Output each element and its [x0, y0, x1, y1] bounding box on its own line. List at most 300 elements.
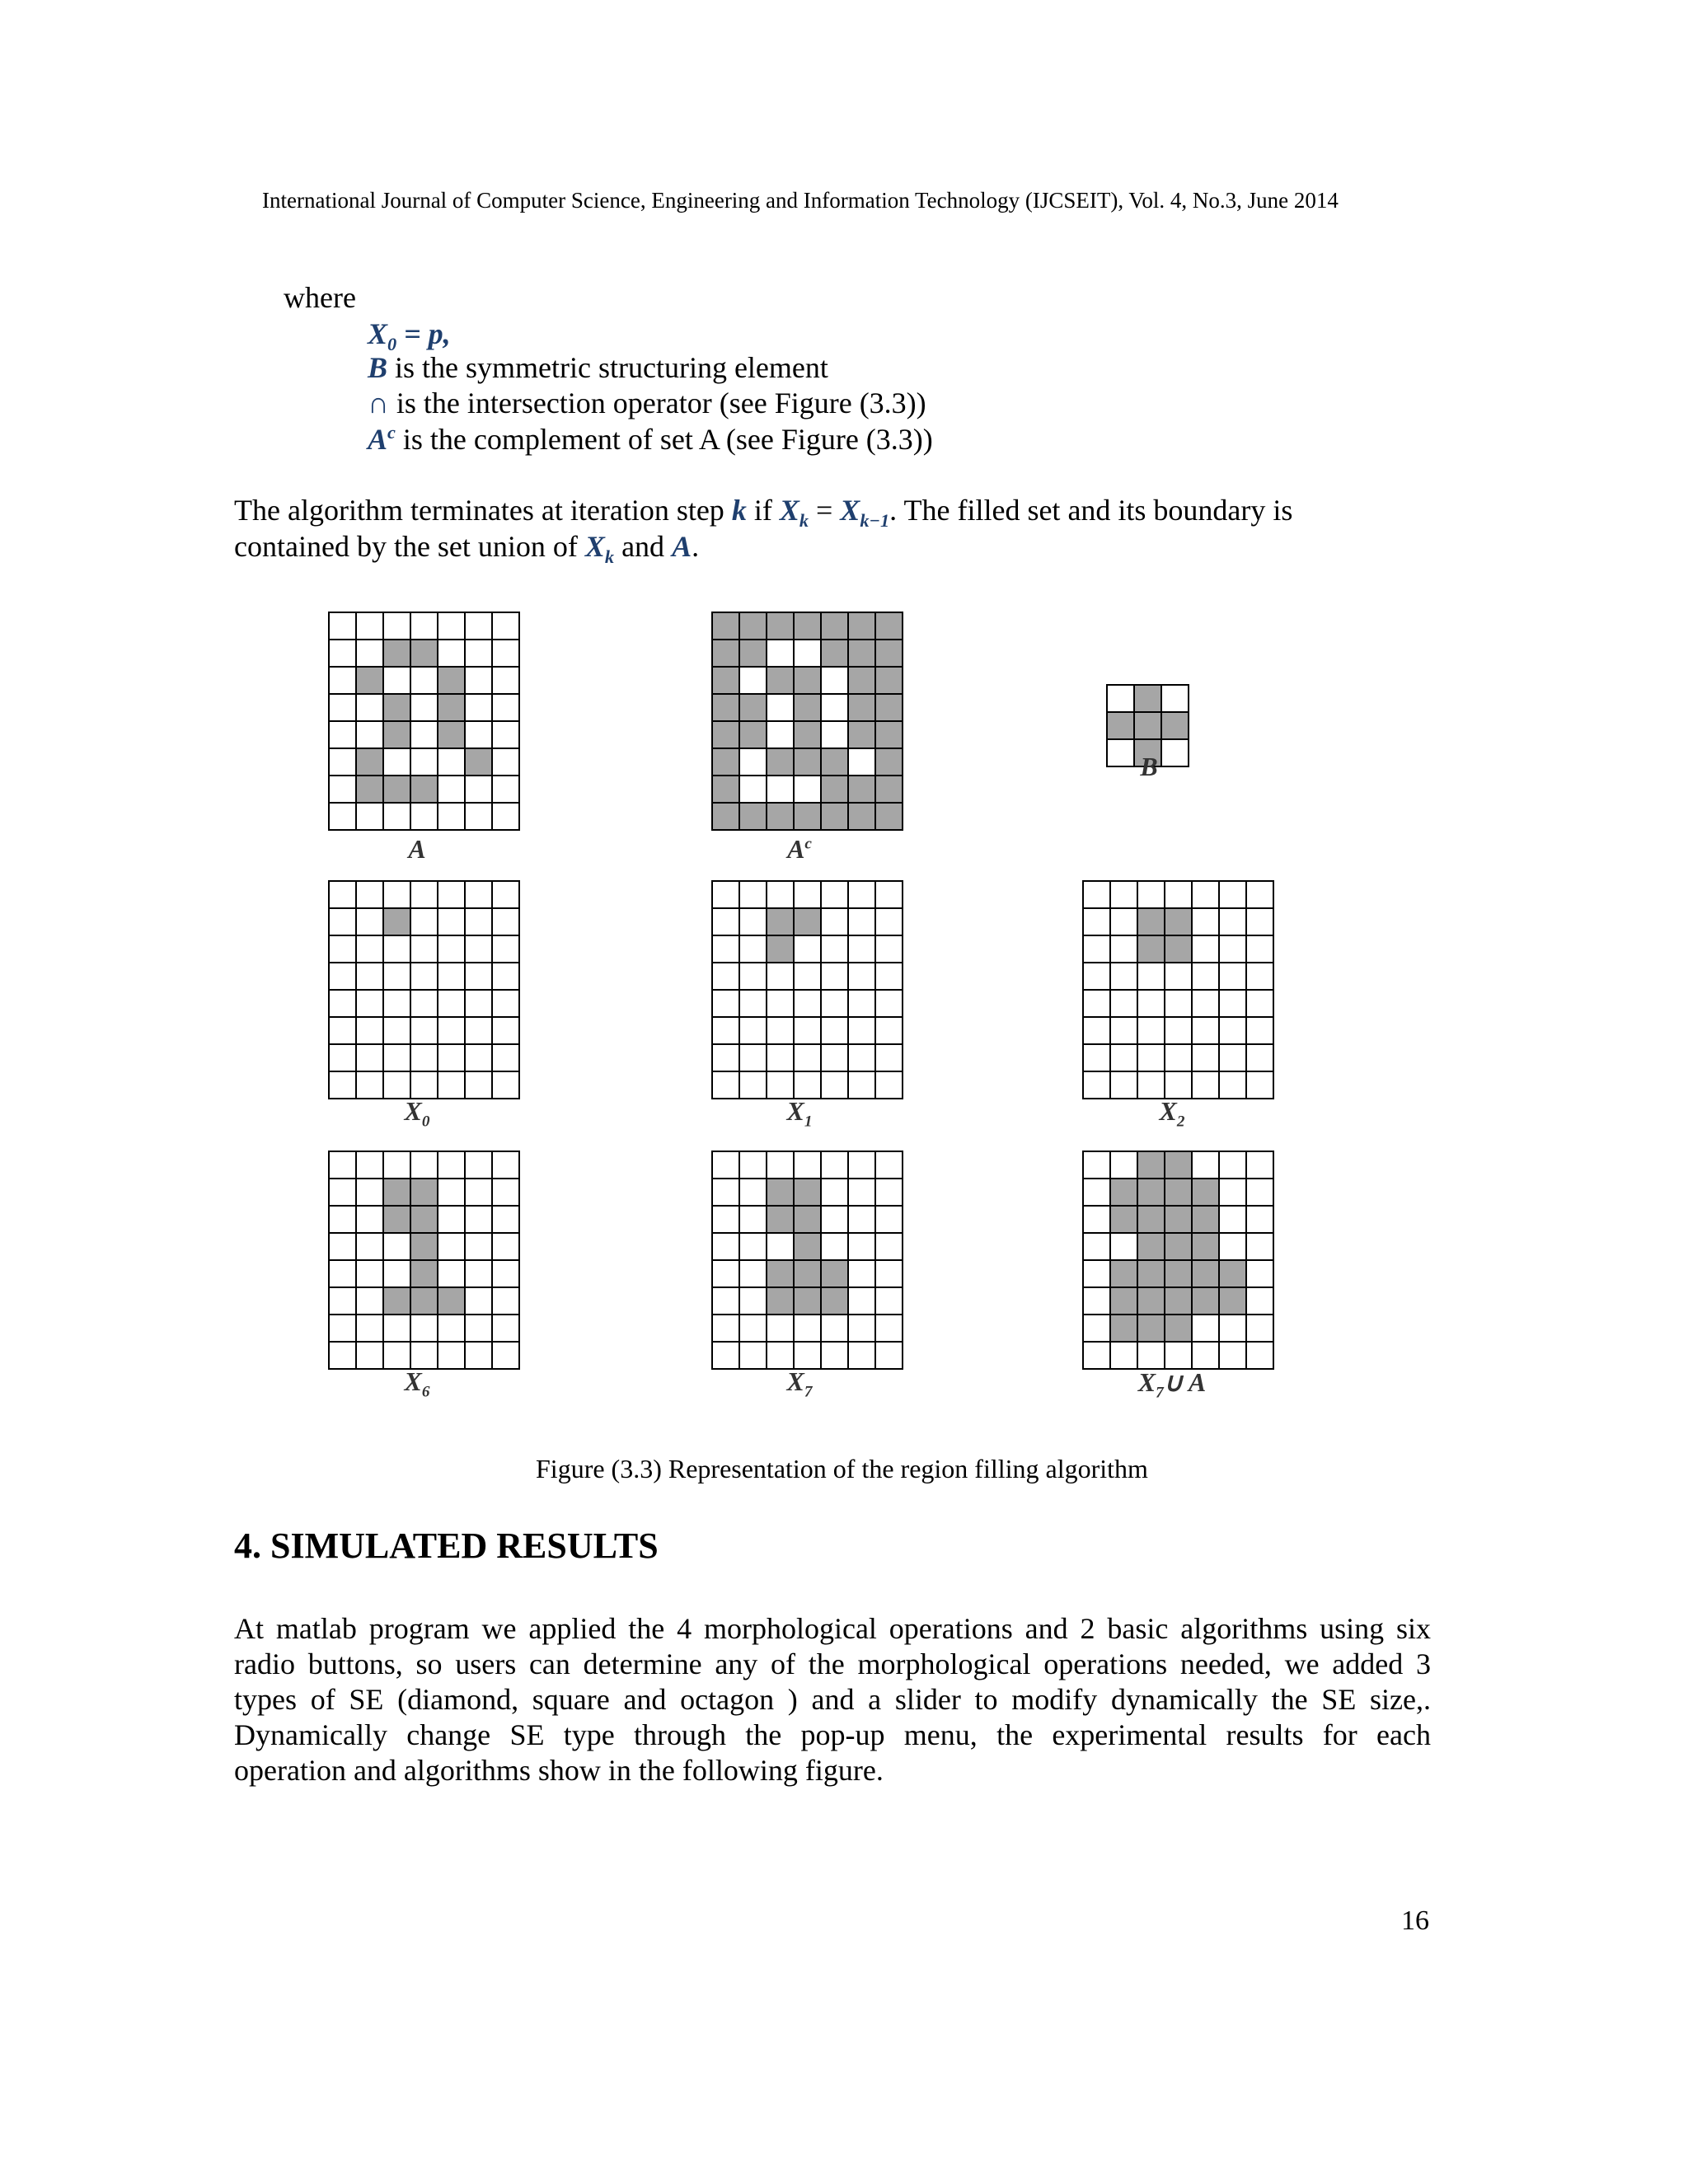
empty-cell [438, 1071, 465, 1099]
empty-cell [739, 1287, 767, 1315]
empty-cell [875, 1206, 903, 1233]
empty-cell [1219, 1342, 1246, 1369]
def-complement [368, 422, 933, 457]
empty-cell [848, 1206, 875, 1233]
empty-cell [1083, 1206, 1110, 1233]
filled-cell [1137, 1179, 1165, 1206]
empty-cell [848, 1044, 875, 1071]
empty-cell [1083, 990, 1110, 1017]
empty-cell [767, 881, 794, 908]
empty-cell [329, 908, 356, 935]
empty-cell [712, 1017, 739, 1044]
filled-cell [739, 694, 767, 721]
empty-cell [465, 1260, 492, 1287]
empty-cell [1246, 1206, 1273, 1233]
empty-cell [438, 640, 465, 667]
filled-cell [794, 694, 821, 721]
filled-cell [848, 667, 875, 694]
empty-cell [794, 1071, 821, 1099]
empty-cell [1165, 1071, 1192, 1099]
empty-cell [1110, 963, 1137, 990]
empty-cell [465, 881, 492, 908]
empty-cell [383, 1151, 410, 1179]
filled-cell [794, 1206, 821, 1233]
empty-cell [767, 1017, 794, 1044]
empty-cell [1219, 1179, 1246, 1206]
empty-cell [438, 1206, 465, 1233]
empty-cell [1110, 935, 1137, 963]
empty-cell [767, 1071, 794, 1099]
filled-cell [1192, 1260, 1219, 1287]
empty-cell [438, 1260, 465, 1287]
section-heading: 4. SIMULATED RESULTS [234, 1526, 659, 1566]
empty-cell [438, 908, 465, 935]
empty-cell [356, 1206, 383, 1233]
empty-cell [848, 1342, 875, 1369]
def-b-symbol: B [368, 351, 388, 384]
empty-cell [410, 667, 438, 694]
empty-cell [1192, 1315, 1219, 1342]
empty-cell [1083, 881, 1110, 908]
empty-cell [438, 1151, 465, 1179]
empty-cell [465, 667, 492, 694]
empty-cell [1165, 1342, 1192, 1369]
empty-cell [383, 1017, 410, 1044]
filled-cell [1165, 1151, 1192, 1179]
filled-cell [794, 1233, 821, 1260]
empty-cell [410, 990, 438, 1017]
empty-cell [712, 1044, 739, 1071]
filled-cell [410, 1206, 438, 1233]
empty-cell [767, 963, 794, 990]
empty-cell [1083, 1071, 1110, 1099]
filled-cell [875, 748, 903, 776]
empty-cell [438, 803, 465, 830]
filled-cell [794, 612, 821, 640]
empty-cell [492, 612, 519, 640]
empty-cell [1246, 1151, 1273, 1179]
empty-cell [356, 908, 383, 935]
grid-A [328, 612, 520, 831]
empty-cell [329, 748, 356, 776]
filled-cell [1165, 1233, 1192, 1260]
filled-cell [875, 667, 903, 694]
filled-cell [821, 1260, 848, 1287]
empty-cell [821, 935, 848, 963]
empty-cell [739, 1342, 767, 1369]
filled-cell [438, 1287, 465, 1315]
empty-cell [329, 612, 356, 640]
empty-cell [356, 1342, 383, 1369]
empty-cell [1246, 1287, 1273, 1315]
empty-cell [1110, 1233, 1137, 1260]
empty-cell [1246, 1342, 1273, 1369]
filled-cell [794, 1260, 821, 1287]
label-X7-union-A: $X_7\cup$ A [1137, 1367, 1207, 1402]
filled-cell [1165, 1315, 1192, 1342]
empty-cell [875, 963, 903, 990]
empty-cell [383, 612, 410, 640]
empty-cell [848, 963, 875, 990]
filled-cell [821, 748, 848, 776]
filled-cell [712, 776, 739, 803]
empty-cell [712, 1179, 739, 1206]
filled-cell [767, 667, 794, 694]
empty-cell [1219, 1233, 1246, 1260]
empty-cell [1110, 1342, 1137, 1369]
empty-cell [383, 935, 410, 963]
empty-cell [1083, 1342, 1110, 1369]
empty-cell [739, 1179, 767, 1206]
empty-cell [438, 612, 465, 640]
empty-cell [356, 1071, 383, 1099]
filled-cell [712, 612, 739, 640]
empty-cell [329, 990, 356, 1017]
filled-cell [1165, 908, 1192, 935]
empty-cell [767, 1342, 794, 1369]
empty-cell [465, 1233, 492, 1260]
empty-cell [739, 935, 767, 963]
empty-cell [739, 1206, 767, 1233]
empty-cell [875, 1233, 903, 1260]
journal-header: International Journal of Computer Science, Engineering and Information Technology (IJCSEIT), Vol. 4, No.3, June 2014 [262, 188, 1339, 213]
filled-cell [739, 721, 767, 748]
empty-cell [1246, 1233, 1273, 1260]
filled-cell [1219, 1260, 1246, 1287]
empty-cell [712, 1233, 739, 1260]
empty-cell [383, 1233, 410, 1260]
filled-cell [767, 612, 794, 640]
filled-cell [875, 612, 903, 640]
empty-cell [821, 1342, 848, 1369]
filled-cell [1137, 1151, 1165, 1179]
empty-cell [329, 776, 356, 803]
empty-cell [848, 1233, 875, 1260]
empty-cell [1083, 1287, 1110, 1315]
filled-cell [1110, 1206, 1137, 1233]
filled-cell [767, 908, 794, 935]
empty-cell [794, 1342, 821, 1369]
empty-cell [848, 935, 875, 963]
empty-cell [875, 1071, 903, 1099]
filled-cell [383, 640, 410, 667]
empty-cell [794, 963, 821, 990]
empty-cell [794, 935, 821, 963]
empty-cell [465, 990, 492, 1017]
empty-cell [821, 667, 848, 694]
filled-cell [383, 1287, 410, 1315]
empty-cell [465, 1044, 492, 1071]
empty-cell [329, 881, 356, 908]
filled-cell [1192, 1206, 1219, 1233]
empty-cell [438, 1179, 465, 1206]
filled-cell [875, 776, 903, 803]
empty-cell [438, 1315, 465, 1342]
empty-cell [794, 1017, 821, 1044]
def-complement-text: is the complement of set A (see Figure (3.3)) [395, 423, 933, 456]
filled-cell [739, 803, 767, 830]
empty-cell [356, 1260, 383, 1287]
empty-cell [492, 1151, 519, 1179]
empty-cell [465, 694, 492, 721]
empty-cell [356, 640, 383, 667]
filled-cell [794, 803, 821, 830]
section-paragraph [234, 1611, 1431, 1788]
empty-cell [1083, 1179, 1110, 1206]
empty-cell [875, 1151, 903, 1179]
empty-cell [438, 1017, 465, 1044]
grid-X1 [711, 880, 903, 1099]
empty-cell [410, 612, 438, 640]
empty-cell [492, 1017, 519, 1044]
empty-cell [492, 803, 519, 830]
empty-cell [438, 1044, 465, 1071]
filled-cell [438, 721, 465, 748]
empty-cell [1083, 935, 1110, 963]
filled-cell [739, 612, 767, 640]
filled-cell [1110, 1179, 1137, 1206]
filled-cell [1192, 1287, 1219, 1315]
empty-cell [794, 1315, 821, 1342]
empty-cell [492, 1233, 519, 1260]
empty-cell [465, 935, 492, 963]
filled-cell [410, 776, 438, 803]
empty-cell [465, 1179, 492, 1206]
filled-cell [1107, 712, 1134, 739]
empty-cell [712, 1151, 739, 1179]
empty-cell [767, 721, 794, 748]
empty-cell [492, 1287, 519, 1315]
def-x0-text: = p, [396, 317, 451, 350]
empty-cell [492, 990, 519, 1017]
empty-cell [329, 1260, 356, 1287]
empty-cell [492, 963, 519, 990]
empty-cell [356, 1044, 383, 1071]
filled-cell [1219, 1287, 1246, 1315]
filled-cell [794, 748, 821, 776]
label-X1: $X_1$ [786, 1096, 813, 1131]
empty-cell [712, 1260, 739, 1287]
empty-cell [1137, 881, 1165, 908]
filled-cell [767, 803, 794, 830]
empty-cell [410, 694, 438, 721]
empty-cell [1246, 1071, 1273, 1099]
empty-cell [767, 990, 794, 1017]
filled-cell [383, 908, 410, 935]
empty-cell [739, 1017, 767, 1044]
empty-cell [1137, 1071, 1165, 1099]
empty-cell [329, 935, 356, 963]
empty-cell [383, 881, 410, 908]
empty-cell [848, 1017, 875, 1044]
empty-cell [356, 1017, 383, 1044]
empty-cell [465, 1342, 492, 1369]
filled-cell [767, 935, 794, 963]
empty-cell [712, 935, 739, 963]
empty-cell [410, 881, 438, 908]
empty-cell [821, 908, 848, 935]
grid-X2 [1082, 880, 1274, 1099]
empty-cell [356, 963, 383, 990]
grid-X6 [328, 1151, 520, 1370]
filled-cell [739, 640, 767, 667]
empty-cell [1110, 1071, 1137, 1099]
page-number: 16 [1401, 1905, 1429, 1936]
label-X6: $X_6$ [404, 1366, 430, 1401]
empty-cell [1083, 1151, 1110, 1179]
empty-cell [1165, 963, 1192, 990]
empty-cell [465, 803, 492, 830]
empty-cell [767, 1315, 794, 1342]
empty-cell [1192, 1151, 1219, 1179]
empty-cell [1246, 1017, 1273, 1044]
empty-cell [410, 1151, 438, 1179]
empty-cell [1246, 881, 1273, 908]
empty-cell [1192, 935, 1219, 963]
def-x0-symbol: $X_0$ [368, 317, 397, 355]
empty-cell [1219, 881, 1246, 908]
empty-cell [1192, 908, 1219, 935]
algorithm-line-2: contained by the set union of $X_k$ and A. [234, 530, 700, 568]
filled-cell [1192, 1233, 1219, 1260]
empty-cell [821, 1151, 848, 1179]
empty-cell [438, 1342, 465, 1369]
empty-cell [492, 1044, 519, 1071]
empty-cell [712, 1206, 739, 1233]
filled-cell [712, 640, 739, 667]
empty-cell [739, 990, 767, 1017]
empty-cell [767, 776, 794, 803]
filled-cell [410, 640, 438, 667]
filled-cell [410, 1179, 438, 1206]
empty-cell [739, 667, 767, 694]
empty-cell [356, 694, 383, 721]
empty-cell [1246, 1315, 1273, 1342]
empty-cell [1165, 881, 1192, 908]
empty-cell [492, 667, 519, 694]
empty-cell [329, 694, 356, 721]
empty-cell [410, 963, 438, 990]
empty-cell [1107, 685, 1134, 712]
filled-cell [848, 612, 875, 640]
grid-X7-union-A [1082, 1151, 1274, 1370]
empty-cell [848, 748, 875, 776]
empty-cell [383, 1044, 410, 1071]
empty-cell [492, 1206, 519, 1233]
empty-cell [1192, 963, 1219, 990]
empty-cell [410, 1071, 438, 1099]
empty-cell [1110, 1044, 1137, 1071]
empty-cell [465, 612, 492, 640]
empty-cell [465, 1017, 492, 1044]
filled-cell [1137, 1315, 1165, 1342]
empty-cell [848, 908, 875, 935]
empty-cell [492, 1179, 519, 1206]
filled-cell [712, 694, 739, 721]
empty-cell [1165, 1044, 1192, 1071]
intersection-symbol: ∩ [368, 387, 389, 419]
empty-cell [875, 990, 903, 1017]
empty-cell [875, 1287, 903, 1315]
empty-cell [356, 803, 383, 830]
empty-cell [1083, 1260, 1110, 1287]
empty-cell [848, 881, 875, 908]
empty-cell [821, 1071, 848, 1099]
filled-cell [438, 694, 465, 721]
empty-cell [821, 1233, 848, 1260]
empty-cell [329, 640, 356, 667]
empty-cell [1137, 1044, 1165, 1071]
empty-cell [875, 1017, 903, 1044]
filled-cell [1165, 935, 1192, 963]
empty-cell [794, 881, 821, 908]
empty-cell [356, 1315, 383, 1342]
grid-X0 [328, 880, 520, 1099]
def-b [368, 350, 828, 385]
empty-cell [875, 1315, 903, 1342]
filled-cell [1134, 712, 1161, 739]
empty-cell [712, 1342, 739, 1369]
empty-cell [1219, 1071, 1246, 1099]
empty-cell [1083, 963, 1110, 990]
empty-cell [739, 748, 767, 776]
filled-cell [356, 748, 383, 776]
filled-cell [1110, 1260, 1137, 1287]
empty-cell [739, 881, 767, 908]
empty-cell [1083, 1044, 1110, 1071]
filled-cell [1165, 1287, 1192, 1315]
empty-cell [875, 1342, 903, 1369]
empty-cell [383, 803, 410, 830]
empty-cell [1246, 963, 1273, 990]
filled-cell [356, 776, 383, 803]
filled-cell [1137, 908, 1165, 935]
filled-cell [1161, 712, 1189, 739]
empty-cell [1192, 1071, 1219, 1099]
empty-cell [1083, 1233, 1110, 1260]
filled-cell [410, 1287, 438, 1315]
empty-cell [410, 935, 438, 963]
empty-cell [1110, 908, 1137, 935]
empty-cell [465, 640, 492, 667]
empty-cell [438, 990, 465, 1017]
paragraph-line: operation and algorithms show in the following figure. [234, 1754, 884, 1787]
paragraph-line: types of SE (diamond, square and octagon ) and a slider to modify dynamically the SE size,. [234, 1683, 1431, 1716]
filled-cell [875, 694, 903, 721]
filled-cell [875, 721, 903, 748]
empty-cell [1246, 1044, 1273, 1071]
empty-cell [821, 1206, 848, 1233]
filled-cell [1110, 1315, 1137, 1342]
empty-cell [1137, 990, 1165, 1017]
empty-cell [767, 1151, 794, 1179]
empty-cell [1161, 685, 1189, 712]
empty-cell [739, 1071, 767, 1099]
empty-cell [794, 1044, 821, 1071]
empty-cell [1192, 990, 1219, 1017]
empty-cell [712, 908, 739, 935]
empty-cell [465, 776, 492, 803]
filled-cell [1137, 1287, 1165, 1315]
empty-cell [821, 1179, 848, 1206]
empty-cell [329, 1287, 356, 1315]
empty-cell [438, 963, 465, 990]
empty-cell [465, 721, 492, 748]
empty-cell [848, 1151, 875, 1179]
filled-cell [712, 667, 739, 694]
empty-cell [1219, 1206, 1246, 1233]
empty-cell [875, 881, 903, 908]
